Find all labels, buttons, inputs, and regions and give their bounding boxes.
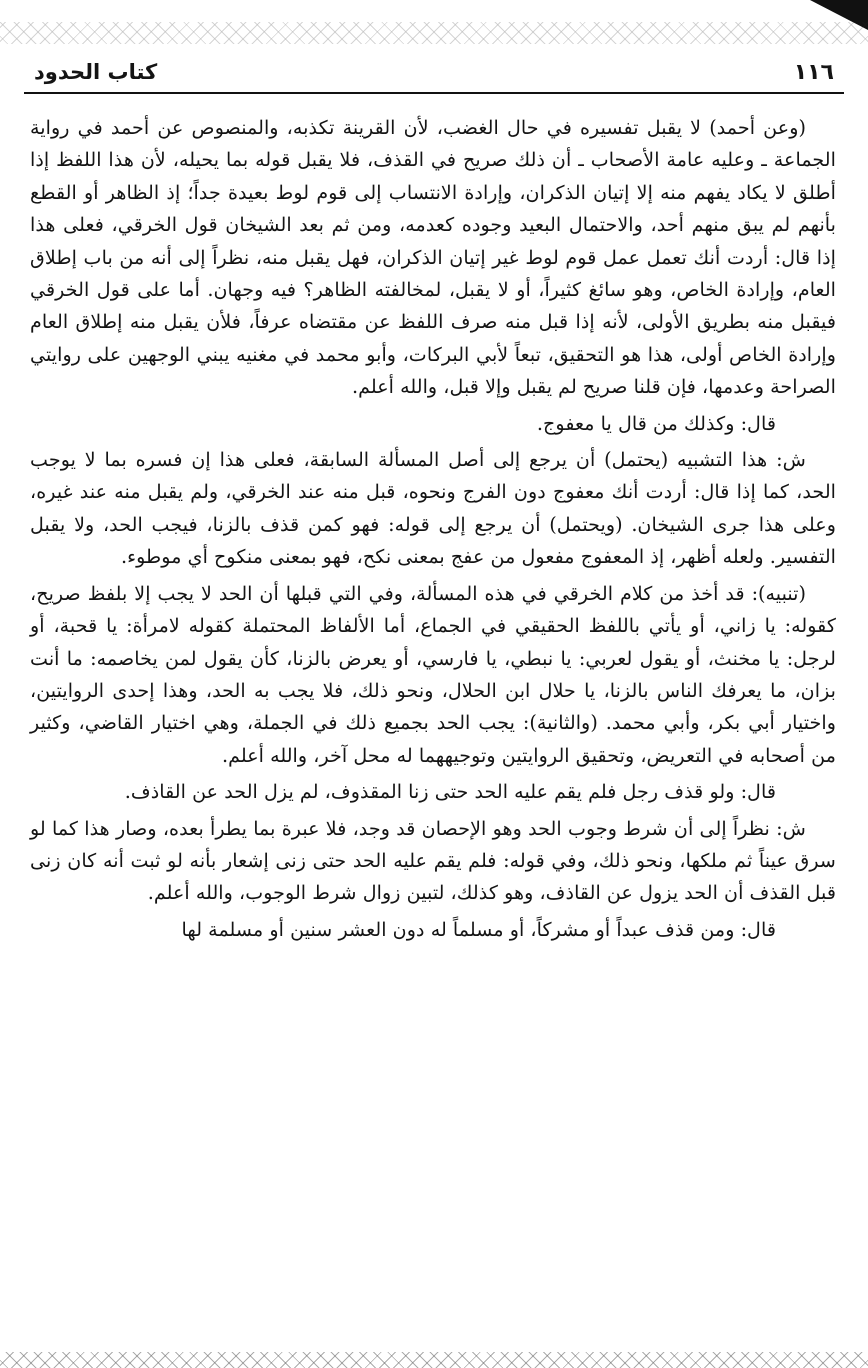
book-title: كتاب الحدود	[34, 60, 158, 84]
paragraph-commentary-ahmad: (وعن أحمد) لا يقبل تفسيره في حال الغضب، لأن القرينة تكذبه، والمنصوص عن أحمد في رواية الجماعة ـ وعليه عامة الأصحاب ـ أن ذلك صريح في القذف، فلا يقبل قوله بما يحيله، لأن هذا اللفظ إذا أطلق لا يكاد يفهم منه إلا إتيان الذكران، وإرادة الانتساب إلى قوم لوط بعيدة جداً؛ إذ الظاهر أو القطع بأنهم لم يبق منهم أحد، والاحتمال البعيد وجوده كعدمه، ومن ثم بعد الشيخان قول الخرقي، فعلى هذا إذا قال: أردت أنك تعمل عمل قوم لوط غير إتيان الذكران، فهل يقبل منه، نظراً إلى أنه من باب إطلاق العام، وإرادة الخاص، وهو سائغ كثيراً، أو لا يقبل، لمخالفته الظاهر؟ فيه وجهان. أما على قول الخرقي فيقبل منه بطريق الأولى، لأنه إذا قبل منه صرف اللفظ عن مقتضاه عرفاً، فلأن يقبل منه إطلاق العام وإرادة الخاص أولى، هذا هو التحقيق، تبعاً لأبي البركات، وأبو محمد في مغنيه يبني الوجهين على روايتي الصراحة وعدمها، فإن قلنا صريح لم يقبل وإلا قبل، والله أعلم.	[30, 116, 836, 399]
bottom-ornament-border	[0, 1352, 868, 1368]
paragraph-matn-qadhf: قال: ولو قذف رجل فلم يقم عليه الحد حتى زنا المقذوف، لم يزل الحد عن القاذف.	[124, 780, 776, 804]
body-text	[30, 112, 836, 950]
top-ornament-border	[0, 22, 868, 44]
page-number: ١١٦	[793, 60, 834, 85]
paragraph-matn-abd: قال: ومن قذف عبداً أو مشركاً، أو مسلماً له دون العشر سنين أو مسلمة لها	[181, 917, 776, 941]
paragraph-sharh-qadhf: ش: نظراً إلى أن شرط وجوب الحد وهو الإحصان قد وجد، فلا عبرة بما يطرأ بعده، وصار هذا كما لو سرق عيناً ثم ملكها، ونحو ذلك، وفي قوله: فلم يقم عليه الحد حتى زنى إشعار بأنه لو ثبت أنه كان زنى قبل القذف أن الحد يزول عن القاذف، وهو كذلك، لتبين زوال شرط الوجوب، والله أعلم.	[30, 816, 836, 905]
paragraph-tanbih: (تنبيه): قد أخذ من كلام الخرقي في هذه المسألة، وفي التي قبلها أن الحد لا يجب إلا بلفظ صريح، كقوله: يا زاني، أو يأتي باللفظ الحقيقي في الجماع، أما الألفاظ المحتملة كقوله لامرأة: يا قحبة، أو لرجل: يا مخنث، أو يقول لعربي: يا نبطي، يا فارسي، أو يعرض بالزنا، كأن يقول لمن يخاصمه: ما أنت بزان، ما يعرفك الناس بالزنا، يا حلال ابن الحلال، ونحو ذلك، فلا يجب به الحد، وهذا إحدى الروايتين، واختيار أبي بكر، وأبي محمد. (والثانية): يجب الحد بجميع ذلك في الجملة، وهي اختيار القاضي، وكثير من أصحابه في التعريض، وتحقيق الروايتين وتوجيههما له محل آخر، والله أعلم.	[30, 581, 836, 767]
paragraph-matn-mafuj: قال: وكذلك من قال يا معفوج.	[536, 411, 776, 435]
paragraph-sharh-mafuj: ش: هذا التشبيه (يحتمل) أن يرجع إلى أصل المسألة السابقة، فعلى هذا إن فسره بما لا يوجب الحد، كما إذا قال: أردت أنك معفوج دون الفرج ونحوه، قبل منه عند الخرقي، ولم يقبل منه عند غيره، وعلى هذا جرى الشيخان. (ويحتمل) أن يرجع إلى قوله: فهو كمن قذف بالزنا، فيجب الحد، ولا يقبل التفسير. ولعله أظهر، إذ المعفوج مفعول من عفج بمعنى نكح، فهو بمعنى منكوح أي موطوء.	[30, 448, 836, 569]
running-header	[24, 58, 844, 94]
